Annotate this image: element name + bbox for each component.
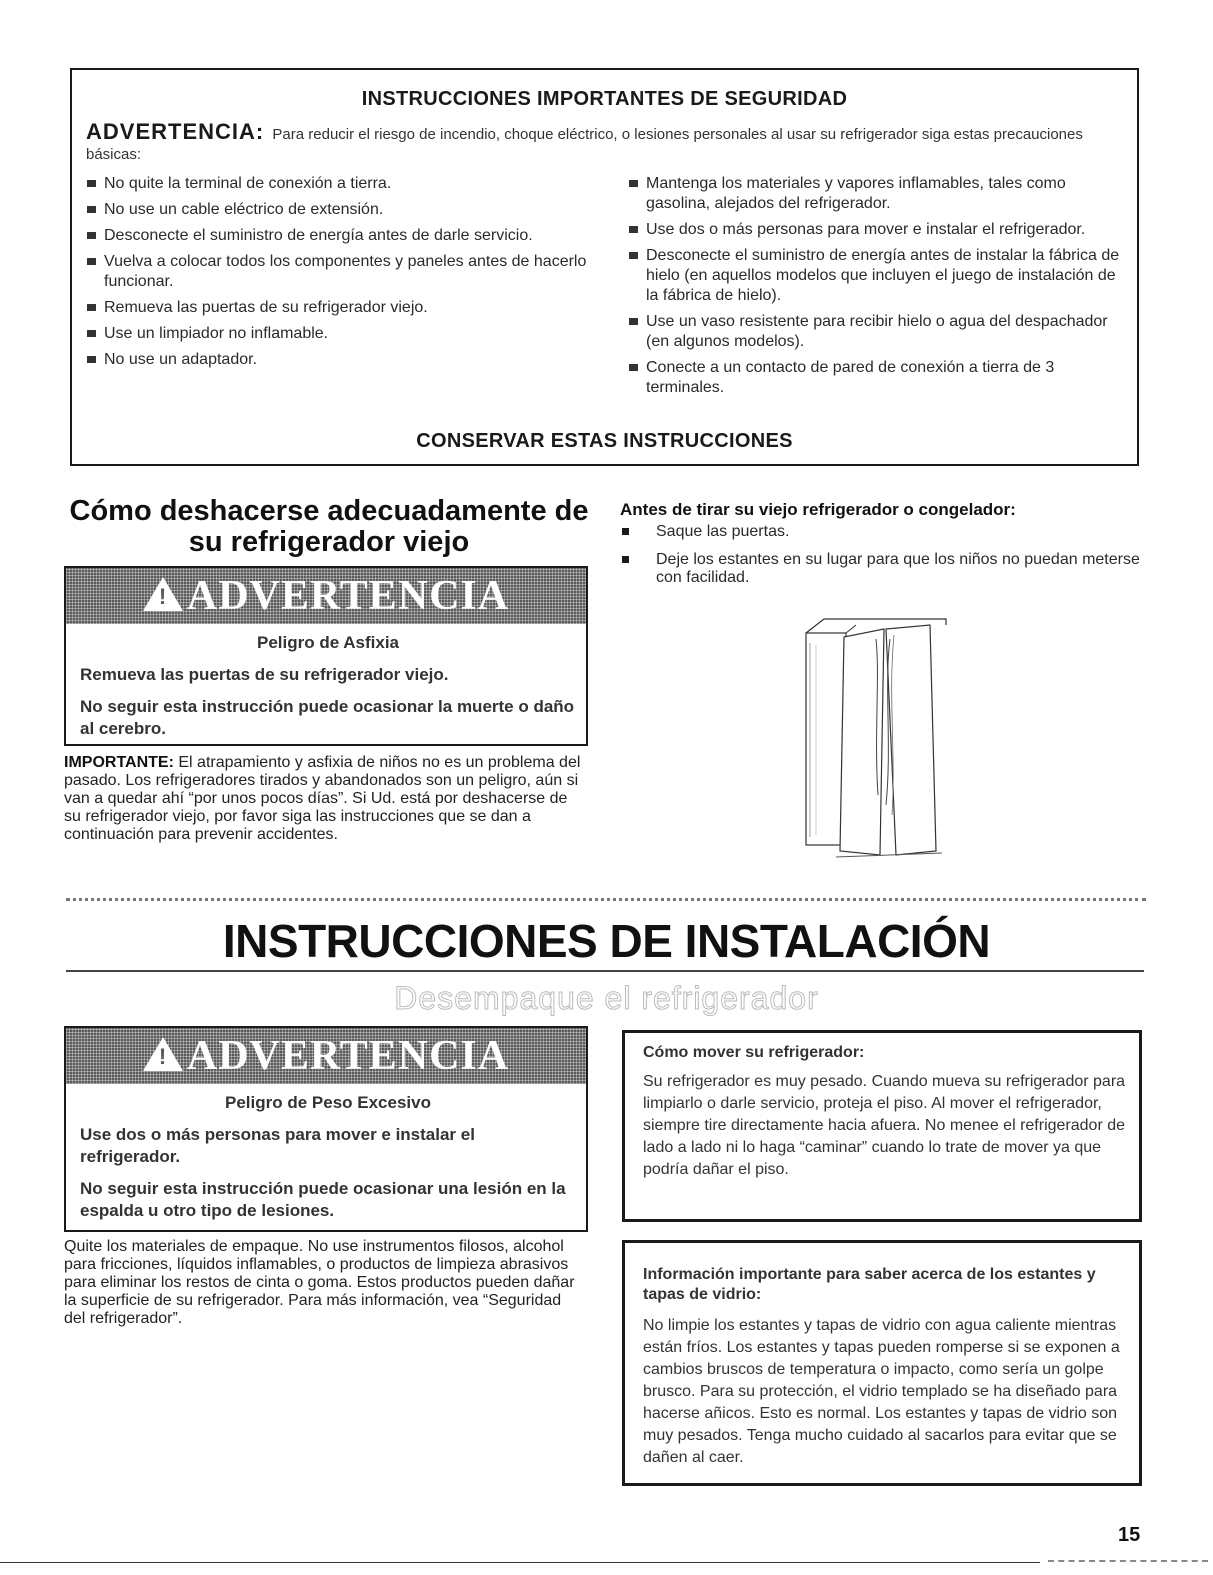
before-disposal-list	[620, 523, 1140, 597]
warning-label: ADVERTENCIA:	[86, 119, 265, 144]
safety-footer: CONSERVAR ESTAS INSTRUCCIONES	[416, 430, 793, 452]
safety-instructions-box	[70, 68, 1139, 466]
bottom-rule	[0, 1562, 1040, 1563]
list-item: Vuelva a colocar todos los componentes y paneles antes de hacerlo funcionar.	[86, 252, 596, 292]
important-label: IMPORTANTE:	[64, 754, 174, 771]
list-item: Desconecte el suministro de energía antes de darle servicio.	[86, 226, 596, 246]
bullet-icon	[87, 232, 96, 239]
bullet-icon	[629, 318, 638, 325]
warning-triangle-icon: !	[143, 1037, 183, 1071]
warning-line: No seguir esta instrucción puede ocasionar la muerte o daño al cerebro.	[80, 697, 575, 738]
bullet-icon	[629, 252, 638, 259]
important-paragraph	[64, 754, 584, 844]
bullet-icon	[622, 556, 629, 563]
list-item: Mantenga los materiales y vapores inflamables, tales como gasolina, alejados del refrigerador.	[628, 174, 1128, 214]
warning-body	[80, 632, 576, 750]
bullet-icon	[87, 206, 96, 213]
warning-heading: Peligro de Peso Excesivo	[225, 1093, 431, 1112]
section-divider	[66, 898, 1146, 901]
list-item: Use un vaso resistente para recibir hielo o agua del despachador (en algunos modelos).	[628, 312, 1128, 352]
safety-list-left	[86, 174, 596, 376]
warning-intro	[86, 119, 1126, 165]
unpack-paragraph: Quite los materiales de empaque. No use instrumentos filosos, alcohol para fricciones, líquidos inflamables, o productos de limpieza abrasivos para eliminar los restos de cinta o goma. Estos productos pueden dañar la superficie de su refrigerador. Para más información, vea “Seguridad del refrigerador”.	[64, 1238, 575, 1327]
moving-info-box	[622, 1030, 1142, 1222]
safety-title: INSTRUCCIONES IMPORTANTES DE SEGURIDAD	[361, 88, 848, 110]
list-item: Saque las puertas.	[620, 523, 1140, 541]
list-item: No quite la terminal de conexión a tierra.	[86, 174, 596, 194]
bottom-dashes	[1048, 1560, 1208, 1562]
moving-heading: Cómo mover su refrigerador:	[643, 1044, 865, 1061]
list-item: Deje los estantes en su lugar para que los niños no puedan meterse con facilidad.	[620, 551, 1140, 587]
before-disposal-heading: Antes de tirar su viejo refrigerador o congelador:	[620, 500, 1016, 519]
list-item: Desconecte el suministro de energía antes de instalar la fábrica de hielo (en aquellos modelos que incluyen el juego de instalación de la fábrica de hielo).	[628, 246, 1128, 306]
list-item: Use dos o más personas para mover e instalar el refrigerador.	[628, 220, 1128, 240]
warning-line: Use dos o más personas para mover e instalar el refrigerador.	[80, 1125, 475, 1166]
glass-shelves-info-box	[622, 1240, 1142, 1486]
bullet-icon	[87, 258, 96, 265]
warning-body	[80, 1092, 576, 1232]
warning-triangle-icon: !	[143, 577, 183, 611]
list-item: Conecte a un contacto de pared de conexión a tierra de 3 terminales.	[628, 358, 1128, 398]
bullet-icon	[87, 180, 96, 187]
safety-list-right	[628, 174, 1128, 404]
warning-line: Remueva las puertas de su refrigerador viejo.	[80, 665, 449, 684]
list-item: Use un limpiador no inflamable.	[86, 324, 596, 344]
installation-title: INSTRUCCIONES DE INSTALACIÓN	[222, 915, 991, 967]
bullet-icon	[87, 330, 96, 337]
bullet-icon	[629, 364, 638, 371]
moving-text: Su refrigerador es muy pesado. Cuando mueva su refrigerador para limpiarlo o darle servicio, proteja el piso. Al mover el refrigerador, siempre tire directamente hacia afuera. No menee el refrigerador de lado a lado ni lo haga “caminar” cuando lo trate de mover ya que podría dañar el piso.	[643, 1073, 1126, 1178]
warning-banner: ! ADVERTENCIA	[66, 568, 586, 624]
refrigerator-doors-removed-illustration	[796, 615, 966, 860]
page-number: 15	[1118, 1524, 1141, 1546]
warning-heading: Peligro de Asfixia	[256, 633, 400, 652]
bullet-icon	[622, 528, 629, 535]
bullet-icon	[629, 226, 638, 233]
unpack-subtitle: Desempaque el refrigerador	[394, 980, 819, 1016]
warning-text: Para reducir el riesgo de incendio, choque eléctrico, o lesiones personales al usar su refrigerador siga estas precauciones básicas:	[86, 126, 1083, 163]
bullet-icon	[87, 304, 96, 311]
excess-weight-warning-box	[64, 1026, 588, 1232]
list-item: No use un adaptador.	[86, 350, 596, 370]
warning-banner: ! ADVERTENCIA	[66, 1028, 586, 1084]
shelves-text: No limpie los estantes y tapas de vidrio con agua caliente mientras están fríos. Los estantes y tapas pueden romperse si se exponen a cambios bruscos de temperatura o impacto, como sería un golpe brusco. Para su protección, el vidrio templado se ha diseñado para hacerse añicos. Esto es normal. Los estantes y tapas de vidrio son muy pesados. Tenga mucho cuidado al sacarlos para evitar que se dañen al caer.	[643, 1317, 1120, 1466]
warning-line: No seguir esta instrucción puede ocasionar una lesión en la espalda u otro tipo de lesiones.	[80, 1179, 566, 1220]
title-rule	[66, 970, 1144, 972]
disposal-title: Cómo deshacerse adecuadamente de su refrigerador viejo	[69, 495, 589, 558]
asphyxia-warning-box	[64, 566, 588, 746]
bullet-icon	[87, 356, 96, 363]
list-item: Remueva las puertas de su refrigerador viejo.	[86, 298, 596, 318]
shelves-heading: Información importante para saber acerca de los estantes y tapas de vidrio:	[643, 1266, 1096, 1303]
bullet-icon	[629, 180, 638, 187]
list-item: No use un cable eléctrico de extensión.	[86, 200, 596, 220]
important-text: El atrapamiento y asfixia de niños no es un problema del pasado. Los refrigeradores tirados y abandonados son un peligro, aún si van a quedar ahí “por unos pocos días”. Si Ud. está por deshacerse de su refrigerador viejo, por favor siga las instrucciones que se dan a continuación para prevenir accidentes.	[64, 754, 581, 843]
